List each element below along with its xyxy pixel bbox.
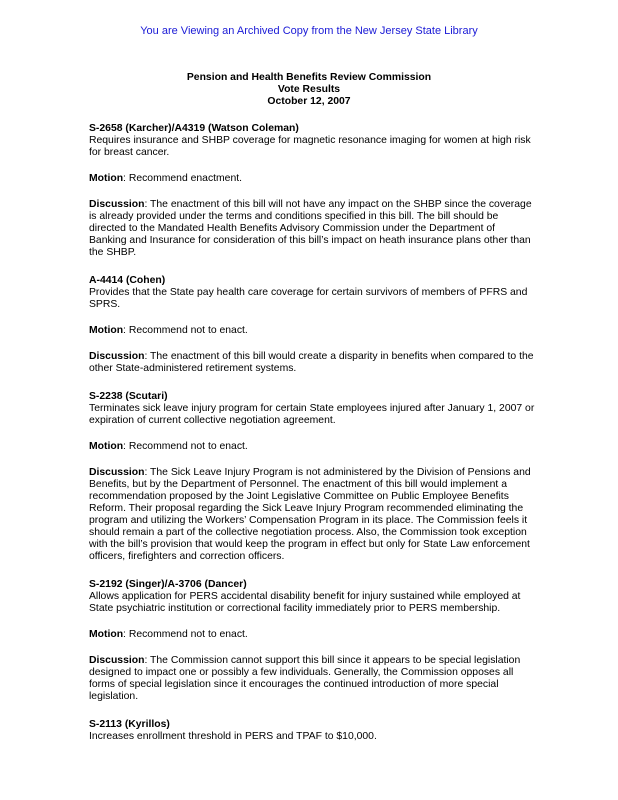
motion-text: : Recommend not to enact. — [123, 441, 248, 452]
motion-text: : Recommend enactment. — [123, 173, 243, 184]
bill-section — [89, 579, 535, 703]
discussion-text: : The Commission cannot support this bill since it appears to be special legislation designed to impact one or possibly a few individuals. Generally, the Commission opposes all forms of special legislation since it encourages the continued introduction of more special legislation. — [89, 655, 521, 702]
bill-id: S-2658 (Karcher)/A4319 (Watson Coleman) — [89, 123, 299, 134]
document-body — [89, 123, 535, 743]
bill-discussion — [89, 655, 535, 703]
discussion-text: : The enactment of this bill will not have any impact on the SHBP since the coverage is already provided under the terms and conditions specified in this bill. The bill should be directed to the Mandated Health Benefits Advisory Commission under the Department of Banking and Insurance for consideration of this bill’s impact on heath insurance plans other than the SHBP. — [89, 199, 532, 258]
discussion-label: Discussion — [89, 467, 145, 478]
bill-id: S-2238 (Scutari) — [89, 391, 168, 402]
document-title: Vote Results — [277, 84, 341, 95]
bill-id: S-2113 (Kyrillos) — [89, 719, 170, 730]
discussion-text: : The Sick Leave Injury Program is not administered by the Division of Pensions and Benefits, but by the Department of Personnel. The enactment of this bill would implement a recommendation proposed by the Joint Legislative Committee on Public Employee Benefits Reform. Their proposal regarding the Sick Leave Injury Program recommended eliminating the program and utilizing the Workers’ Compensation Program in its place. The Commission feels it should remain a part of the collective negotiation process. Also, the Commission took exception with the bill’s provision that would keep the program in effect but only for State Law enforcement officers, firefighters and correction officers. — [89, 467, 531, 562]
bill-section — [89, 275, 535, 375]
bill-motion — [89, 173, 535, 185]
discussion-text: : The enactment of this bill would create a disparity in benefits when compared to the other State-administered retirement systems. — [89, 351, 534, 374]
bill-description: Requires insurance and SHBP coverage for magnetic resonance imaging for women at high risk for breast cancer. — [89, 135, 531, 158]
bill-discussion — [89, 351, 535, 375]
bill-motion — [89, 629, 535, 641]
commission-title: Pension and Health Benefits Review Commission — [186, 72, 432, 83]
bill-motion — [89, 325, 535, 337]
motion-label: Motion — [89, 441, 124, 452]
bill-description: Increases enrollment threshold in PERS and TPAF to $10,000. — [89, 731, 377, 742]
bill-description: Provides that the State pay health care coverage for certain survivors of members of PFRS and SPRS. — [89, 287, 528, 310]
motion-text: : Recommend not to enact. — [123, 325, 248, 336]
motion-text: : Recommend not to enact. — [123, 629, 248, 640]
bill-description: Terminates sick leave injury program for certain State employees injured after January 1, 2007 or expiration of current collective negotiation agreement. — [89, 403, 535, 426]
bill-section — [89, 123, 535, 259]
document-header — [0, 72, 618, 108]
bill-discussion — [89, 467, 535, 563]
discussion-label: Discussion — [89, 351, 145, 362]
discussion-label: Discussion — [89, 199, 145, 210]
document-date: October 12, 2007 — [267, 96, 351, 107]
bill-section — [89, 391, 535, 563]
bill-motion — [89, 441, 535, 453]
motion-label: Motion — [89, 173, 124, 184]
bill-section — [89, 719, 535, 743]
bill-description: Allows application for PERS accidental disability benefit for injury sustained while employed at State psychiatric institution or correctional facility immediately prior to PERS membership. — [89, 591, 521, 614]
bill-id: S-2192 (Singer)/A-3706 (Dancer) — [89, 579, 247, 590]
bill-id: A-4414 (Cohen) — [89, 275, 166, 286]
bill-discussion — [89, 199, 535, 259]
motion-label: Motion — [89, 325, 124, 336]
archive-banner: You are Viewing an Archived Copy from the New Jersey State Library — [140, 25, 478, 37]
discussion-label: Discussion — [89, 655, 145, 666]
motion-label: Motion — [89, 629, 124, 640]
